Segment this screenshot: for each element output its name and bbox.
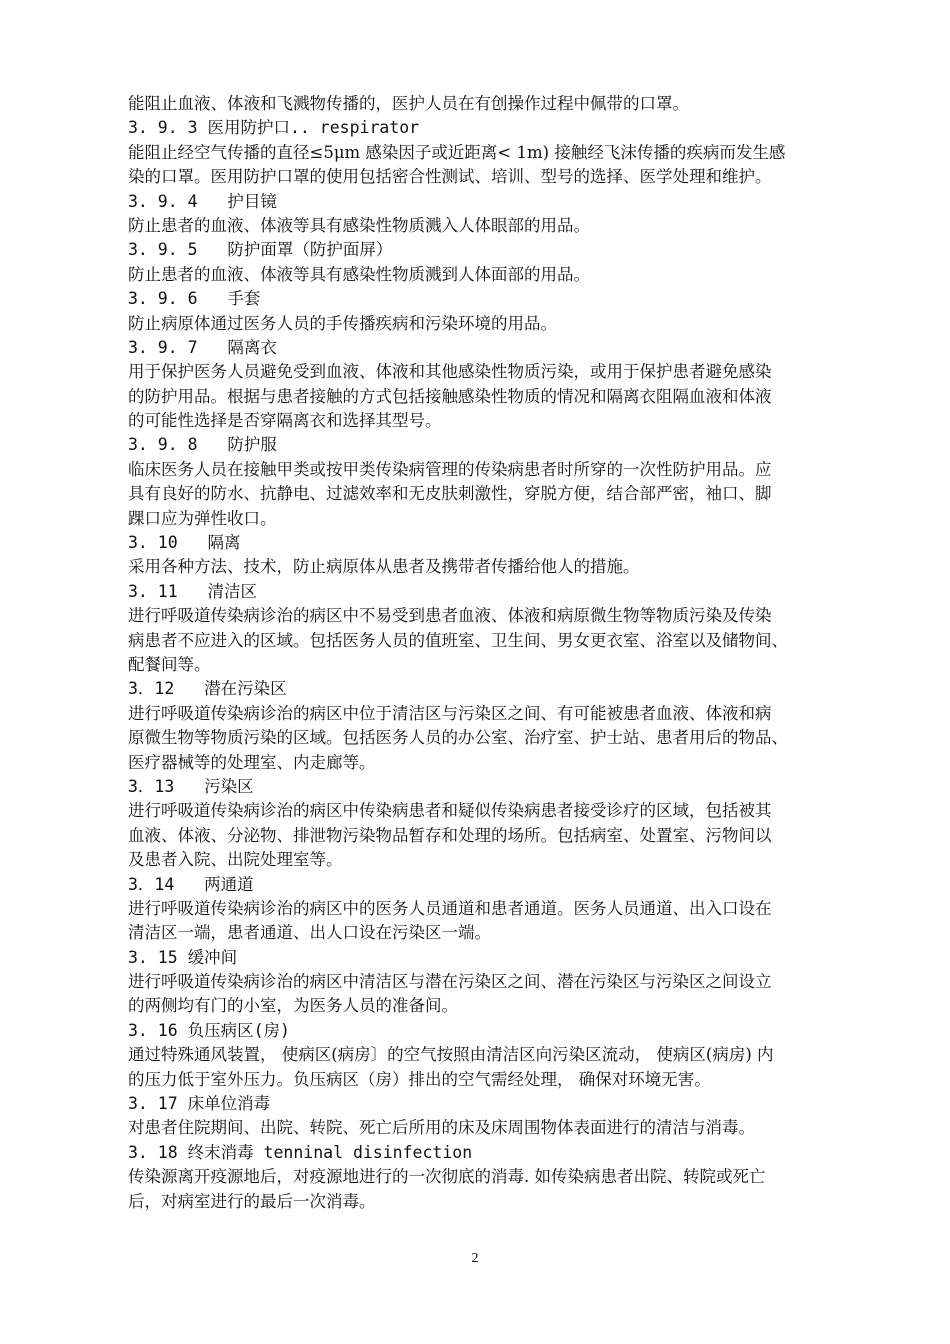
- body-text-line: 配餐间等。: [128, 654, 211, 674]
- body-text-line: 进行呼吸道传染病诊治的病区中不易受到患者血液、体液和病原微生物等物质污染及传染: [128, 606, 772, 626]
- section-heading: 3. 9. 3 医用防护口.. respirator: [128, 118, 420, 138]
- section-heading: 3. 9. 6 手套: [128, 289, 261, 309]
- body-text-line: 染的口罩。医用防护口罩的使用包括密合性测试、培训、型号的选择、医学处理和维护。: [128, 167, 772, 187]
- body-text-line: 具有良好的防水、抗静电、过滤效率和无皮肤刺激性，穿脱方便，结合部严密，袖口、脚: [128, 484, 772, 504]
- section-heading: 3．13 污染区: [128, 776, 254, 796]
- section-heading: 3. 15 缓冲间: [128, 947, 238, 967]
- body-text-line: 血液、体液、分泌物、排泄物污染物品暂存和处理的场所。包括病室、处置室、污物间以: [128, 825, 772, 845]
- body-text-line: 医疗器械等的处理室、内走廊等。: [128, 752, 376, 772]
- section-heading: 3. 9. 5 防护面罩（防护面屏）: [128, 240, 393, 260]
- body-text-line: 病患者不应进入的区域。包括医务人员的值班室、卫生间、男女更衣室、浴室以及储物间、: [128, 630, 788, 650]
- body-text-line: 进行呼吸道传染病诊治的病区中清洁区与潜在污染区之间、潜在污染区与污染区之间设立: [128, 972, 772, 992]
- body-text-line: 及患者入院、出院处理室等。: [128, 850, 343, 870]
- section-heading: 3. 9. 4 护目镜: [128, 191, 277, 211]
- section-heading: 3. 11 清洁区: [128, 581, 257, 601]
- body-text-line: 通过特殊通风装置， 使病区(病房〕的空气按照由清洁区向污染区流动， 使病区(病房) 内: [128, 1045, 774, 1065]
- body-text-line: 踝口应为弹性收口。: [128, 508, 277, 528]
- section-heading: 3. 18 终末消毒 tenninal disinfection: [128, 1142, 473, 1162]
- body-text-line: 防止病原体通过医务人员的手传播疾病和污染环境的用品。: [128, 313, 557, 333]
- body-text-line: 采用各种方法、技术，防止病原体从患者及携带者传播给他人的措施。: [128, 557, 640, 577]
- body-text-line: 防止患者的血液、体液等具有感染性物质溅入人体眼部的用品。: [128, 215, 590, 235]
- body-text-line: 的防护用品。根据与患者接触的方式包括接触感染性物质的情况和隔离衣阻隔血液和体液: [128, 386, 772, 406]
- body-text-line: 进行呼吸道传染病诊治的病区中位于清洁区与污染区之间、有可能被患者血液、体液和病: [128, 703, 772, 723]
- body-text-line: 临床医务人员在接触甲类或按甲类传染病管理的传染病患者时所穿的一次性防护用品。应: [128, 459, 772, 479]
- body-text-line: 能阻止经空气传播的直径≤5μm 感染因子或近距离< 1m) 接触经飞沫传播的疾病而发生感: [128, 142, 786, 162]
- body-text-line: 后，对病室进行的最后一次消毒。: [128, 1191, 376, 1211]
- body-text-line: 的可能性选择是否穿隔离衣和选择其型号。: [128, 411, 442, 431]
- body-text-line: 清洁区一端，患者通道、出人口设在污染区一端。: [128, 923, 491, 943]
- section-heading: 3. 10 隔离: [128, 533, 241, 553]
- section-heading: 3．14 两通道: [128, 874, 254, 894]
- document-body: [128, 92, 880, 1214]
- body-text-line: 能阻止血液、体液和飞溅物传播的，医护人员在有创操作过程中佩带的口罩。: [128, 94, 689, 113]
- section-heading: 3．12 潜在污染区: [128, 679, 287, 699]
- section-heading: 3. 17 床单位消毒: [128, 1094, 271, 1114]
- body-text-line: 的两侧均有门的小室，为医务人员的准备间。: [128, 996, 458, 1016]
- section-heading: 3. 16 负压病区(房): [128, 1020, 290, 1040]
- body-text-line: 用于保护医务人员避免受到血液、体液和其他感染性物质污染，或用于保护患者避免感染: [128, 362, 772, 382]
- body-text-line: 的压力低于室外压力。负压病区（房）排出的空气需经处理， 确保对环境无害。: [128, 1069, 711, 1089]
- section-heading: 3. 9. 8 防护服: [128, 435, 277, 455]
- page-number: 2: [471, 1251, 479, 1266]
- body-text-line: 传染源离开疫源地后，对疫源地进行的一次彻底的消毒. 如传染病患者出院、转院或死亡: [128, 1167, 766, 1187]
- body-text-line: 防止患者的血液、体液等具有感染性物质溅到人体面部的用品。: [128, 264, 590, 284]
- body-text-line: 进行呼吸道传染病诊治的病区中传染病患者和疑似传染病患者接受诊疗的区域，包括被其: [128, 801, 772, 821]
- body-text-line: 进行呼吸道传染病诊治的病区中的医务人员通道和患者通道。医务人员通道、出入口设在: [128, 898, 772, 918]
- body-text-line: 原微生物等物质污染的区域。包括医务人员的办公室、治疗室、护士站、患者用后的物品、: [128, 728, 788, 748]
- section-heading: 3. 9. 7 隔离衣: [128, 337, 277, 357]
- body-text-line: 对患者住院期间、出院、转院、死亡后所用的床及床周围物体表面进行的清洁与消毒。: [128, 1118, 755, 1138]
